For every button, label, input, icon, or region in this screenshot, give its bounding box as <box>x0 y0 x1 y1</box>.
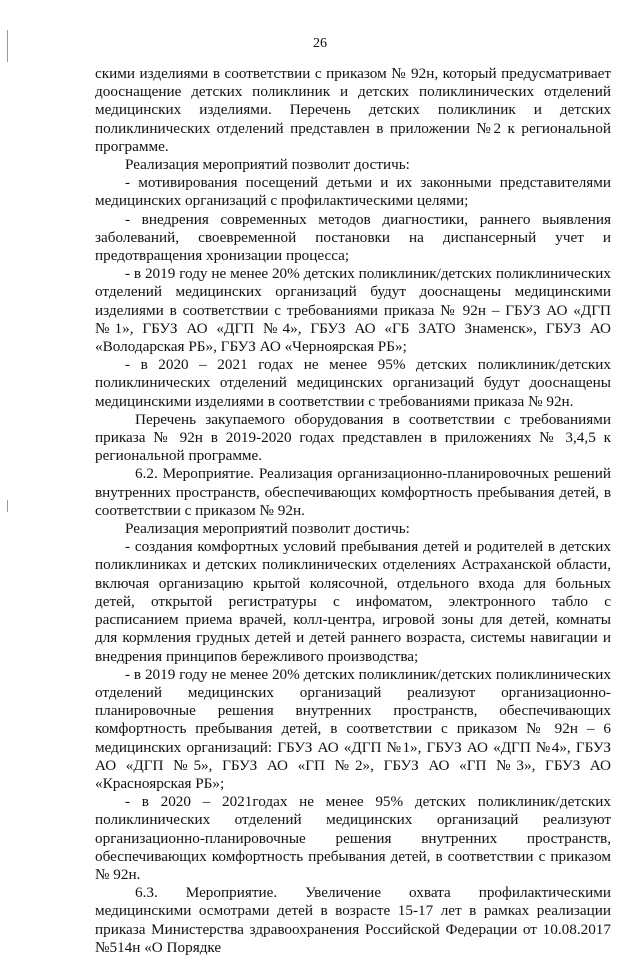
list-item: - внедрения современных методов диагностики, раннего выявления заболеваний, своевременной постановки на диспансерный учет и предотвращения хронизации процесса; <box>95 210 611 265</box>
section-heading-paragraph: 6.3. Мероприятие. Увеличение охвата профилактическими медицинскими осмотрами детей в возрасте 15-17 лет в рамках реализации приказа Министерства здравоохранения Российской Федерации от 10.08.2017 №514н «О Порядке <box>95 884 611 956</box>
list-item: - мотивирования посещений детьми и их законными представителями медицинских организаций с профилактическими целями; <box>95 174 611 210</box>
list-item: - создания комфортных условий пребывания детей и родителей в детских поликлиниках и детских поликлинических отделениях Астраханской области, включая организацию крытой колясочной, отдельного входа для больных детей, открытой регистратуры с инфоматом, электронного табло с расписанием приема врачей, колл-центра, игровой зоны для детей, комнаты для кормления грудных детей и детей раннего возраста, системы навигации и внедрения принципов бережливого производства; <box>95 538 611 665</box>
paragraph: Реализация мероприятий позволит достичь: <box>125 156 410 174</box>
list-item: - в 2019 году не менее 20% детских поликлиник/детских поликлинических отделений медицинских организаций будут дооснащены медицинскими изделиями в соответствии с требованиями приказа № 92н – ГБУЗ АО «ДГП №1», ГБУЗ АО «ДГП №4», ГБУЗ АО «ГБ ЗАТО Знаменск», ГБУЗ АО «Володарская РБ», ГБУЗ АО «Черноярская РБ»; <box>95 265 611 356</box>
paragraph: скими изделиями в соответствии с приказом № 92н, который предусматривает дооснащение детских поликлиник и детских поликлинических отделений медицинских изделиями. Перечень детских поликлиник и детских поликлинических отделений представлен в приложении №2 к региональной программе. <box>95 65 611 155</box>
list-item: - в 2020 – 2021годах не менее 95% детских поликлиник/детских поликлинических отделений медицинских организаций реализуют организационно-планировочные решения внутренних пространств, обеспечивающих комфортность пребывания детей, в соответствии с приказом № 92н. <box>95 793 611 883</box>
scan-margin-mark <box>7 500 8 512</box>
section-heading-paragraph: 6.2. Мероприятие. Реализация организационно-планировочных решений внутренних пространств, обеспечивающих комфортность пребывания детей, в соответствии с приказом № 92н. <box>95 465 611 519</box>
list-item: - в 2020 – 2021 годах не менее 95% детских поликлиник/детских поликлинических отделений медицинских организаций будут дооснащены медицинскими изделиями в соответствии с требованиями приказа № 92н. <box>95 356 611 410</box>
paragraph: Реализация мероприятий позволит достичь: <box>125 520 410 538</box>
body-text <box>95 65 611 957</box>
paragraph: Перечень закупаемого оборудования в соответствии с требованиями приказа № 92н в 2019-2020 годах представлен в приложениях № 3,4,5 к региональной программе. <box>95 410 611 465</box>
page-number: 26 <box>313 36 327 51</box>
list-item: - в 2019 году не менее 20% детских поликлиник/детских поликлинических отделений медицинских организаций реализуют организационно-планировочные решения внутренних пространств, обеспечивающих комфортность пребывания детей, в соответствии с приказом № 92н – 6 медицинских организаций: ГБУЗ АО «ДГП №1», ГБУЗ АО «ДГП №4», ГБУЗ АО «ДГП №5», ГБУЗ АО «ГП №2», ГБУЗ АО «ГП №3», ГБУЗ АО «Красноярская РБ»; <box>95 665 611 792</box>
